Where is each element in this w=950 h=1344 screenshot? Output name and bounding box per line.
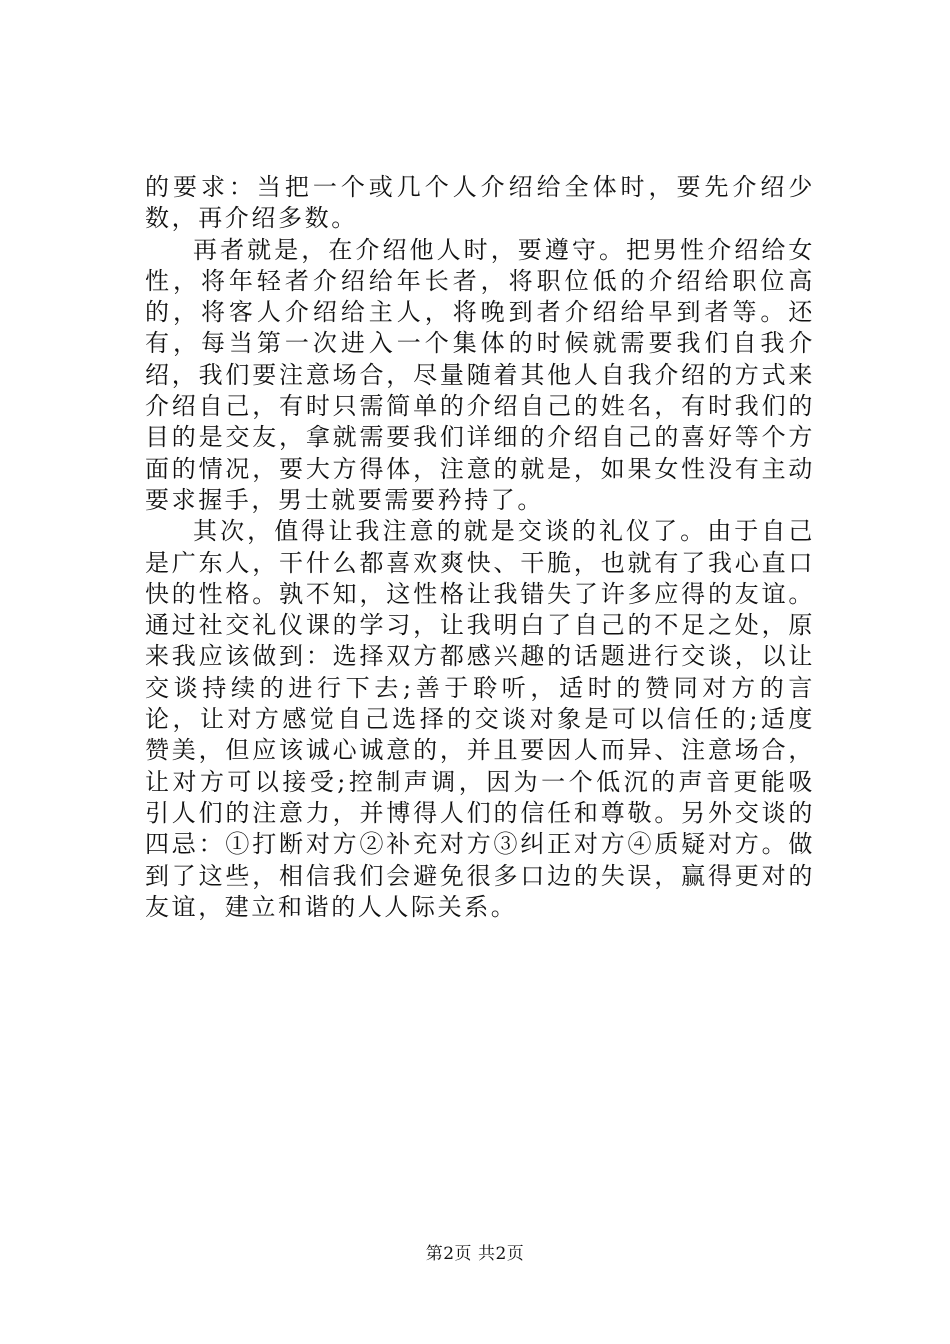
paragraph-introduction-rules: 再者就是，在介绍他人时，要遵守。把男性介绍给女性，将年轻者介绍给年长者，将职位低的介绍给职位高的，将客人介绍给主人，将晚到者介绍给早到者等。还有，每当第一次进入一个集体的时候就需要我们自我介绍，我们要注意场合，尽量随着其他人自我介绍的方式来介绍自己，有时只需简单的介绍自己的姓名，有时我们的目的是交友，拿就需要我们详细的介绍自己的喜好等个方面的情况，要大方得体，注意的就是，如果女性没有主动要求握手，男士就要需要矜持了。 <box>145 235 815 514</box>
document-body <box>145 172 815 923</box>
paragraph-conversation-etiquette: 其次，值得让我注意的就是交谈的礼仪了。由于自己是广东人，干什么都喜欢爽快、干脆，也就有了我心直口快的性格。孰不知，这性格让我错失了许多应得的友谊。通过社交礼仪课的学习，让我明白了自己的不足之处，原来我应该做到：选择双方都感兴趣的话题进行交谈，以让交谈持续的进行下去;善于聆听，适时的赞同对方的言论，让对方感觉自己选择的交谈对象是可以信任的;适度赞美，但应该诚心诚意的，并且要因人而异、注意场合，让对方可以接受;控制声调，因为一个低沉的声音更能吸引人们的注意力，并博得人们的信任和尊敬。另外交谈的四忌：①打断对方②补充对方③纠正对方④质疑对方。做到了这些，相信我们会避免很多口边的失误，赢得更对的友谊，建立和谐的人人际关系。 <box>145 517 815 921</box>
page-number: 第2页 共2页 <box>425 1244 525 1264</box>
page-footer <box>0 1243 950 1265</box>
paragraph-continuation: 的要求：当把一个或几个人介绍给全体时，要先介绍少数，再介绍多数。 <box>145 173 815 233</box>
